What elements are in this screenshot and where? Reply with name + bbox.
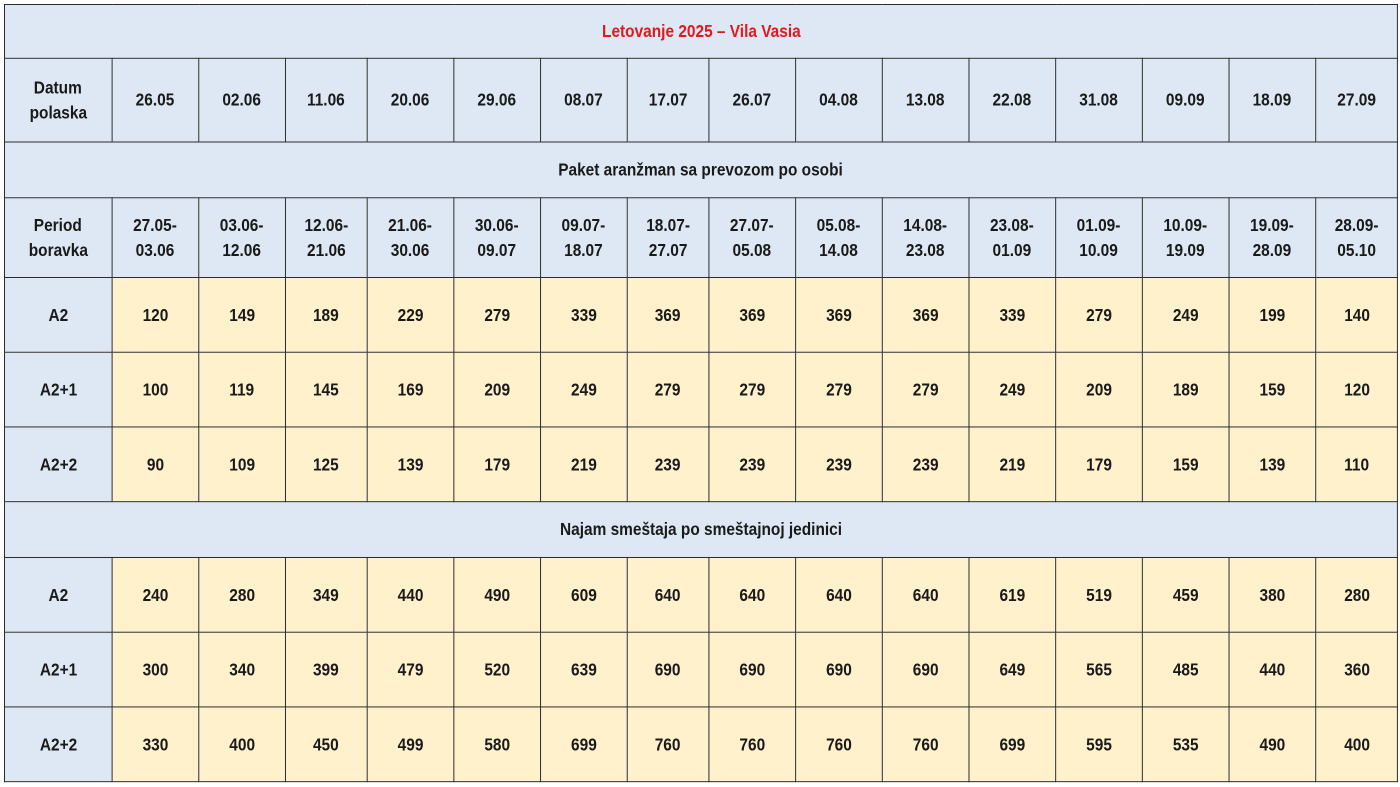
period-from: 14.08- [903, 215, 948, 236]
price-value: 349 [313, 584, 340, 605]
price-value: 690 [739, 659, 766, 680]
departure-label [4, 58, 112, 142]
departure-date-cell [882, 58, 969, 142]
price-cell [796, 632, 883, 707]
price-cell [112, 352, 199, 427]
rental-section-label: Najam smeštaja po smeštajnoj jedinici [559, 519, 843, 540]
price-value: 640 [826, 584, 852, 605]
room-type-text: A2 [48, 584, 69, 605]
table-title-text: Letovanje 2025 – Vila Vasia [601, 21, 801, 42]
period-range-cell [199, 198, 286, 278]
departure-date: 26.05 [136, 90, 175, 110]
price-value: 440 [397, 584, 424, 605]
period-from: 21.06- [388, 215, 433, 236]
price-cell [1056, 557, 1143, 632]
departure-date: 18.09 [1253, 90, 1292, 110]
price-cell [112, 427, 199, 502]
price-value: 690 [912, 659, 939, 680]
departure-date-cell [1229, 58, 1316, 142]
price-value: 609 [571, 584, 597, 605]
price-cell [367, 707, 454, 782]
price-cell [882, 427, 969, 502]
period-range-cell [1229, 198, 1316, 278]
price-value: 279 [739, 379, 766, 400]
price-value: 239 [912, 454, 939, 475]
period-range-cell [882, 198, 969, 278]
price-cell [1056, 707, 1143, 782]
price-value: 169 [397, 379, 424, 400]
price-value: 279 [826, 379, 852, 400]
price-cell [1142, 557, 1229, 632]
price-cell [285, 278, 367, 353]
room-type-text: A2+2 [39, 454, 77, 475]
period-from: 27.05- [133, 215, 178, 236]
price-cell [709, 427, 796, 502]
package-price-row [4, 278, 1397, 353]
price-value: 239 [739, 454, 766, 475]
period-to: 27.07 [648, 239, 688, 260]
price-cell [454, 707, 541, 782]
price-cell [1229, 278, 1316, 353]
room-type-label [4, 278, 112, 353]
price-cell [969, 352, 1056, 427]
price-value: 229 [397, 304, 424, 325]
price-value: 149 [229, 304, 255, 325]
departure-date-cell [709, 58, 796, 142]
period-range-cell [627, 198, 709, 278]
period-from: 03.06- [220, 215, 264, 236]
price-value: 440 [1259, 659, 1286, 680]
departure-row [4, 58, 1397, 142]
price-cell [969, 427, 1056, 502]
period-to: 01.09 [993, 239, 1032, 260]
package-section-row [4, 142, 1397, 198]
departure-date-cell [285, 58, 367, 142]
price-table [4, 4, 1398, 782]
price-cell [627, 427, 709, 502]
price-cell [796, 707, 883, 782]
price-cell [454, 557, 541, 632]
price-cell [454, 278, 541, 353]
price-value: 125 [313, 454, 340, 475]
price-value: 179 [484, 454, 511, 475]
price-value: 699 [571, 734, 597, 755]
price-cell [367, 427, 454, 502]
price-cell [969, 632, 1056, 707]
price-value: 239 [826, 454, 852, 475]
price-value: 450 [313, 734, 340, 755]
price-cell [709, 278, 796, 353]
price-value: 279 [484, 304, 511, 325]
price-cell [285, 557, 367, 632]
price-cell [882, 632, 969, 707]
price-cell [1229, 352, 1316, 427]
price-value: 239 [655, 454, 681, 475]
period-range-cell [969, 198, 1056, 278]
period-to: 18.07 [564, 239, 604, 260]
departure-date-cell [541, 58, 628, 142]
price-cell [1056, 278, 1143, 353]
price-value: 209 [1086, 379, 1112, 400]
period-to: 12.06 [222, 239, 262, 260]
price-cell [285, 352, 367, 427]
price-cell [541, 557, 628, 632]
price-cell [882, 557, 969, 632]
room-type-label [4, 632, 112, 707]
price-value: 240 [142, 584, 169, 605]
departure-date: 29.06 [477, 90, 517, 110]
price-value: 380 [1259, 584, 1286, 605]
departure-date: 02.06 [222, 90, 262, 110]
price-cell [1142, 278, 1229, 353]
price-cell [367, 557, 454, 632]
price-value: 109 [229, 454, 255, 475]
rental-price-row [4, 632, 1397, 707]
price-cell [1142, 632, 1229, 707]
room-type-text: A2 [48, 304, 69, 325]
period-from: 10.09- [1163, 215, 1208, 236]
price-value: 100 [142, 379, 169, 400]
price-value: 640 [739, 584, 766, 605]
room-type-label [4, 427, 112, 502]
period-from: 18.07- [646, 215, 690, 236]
room-type-label [4, 557, 112, 632]
price-value: 340 [229, 659, 255, 680]
price-cell [367, 278, 454, 353]
price-value: 159 [1172, 454, 1199, 475]
price-cell [1142, 352, 1229, 427]
price-cell [112, 557, 199, 632]
price-cell [285, 632, 367, 707]
departure-date: 26.07 [732, 90, 772, 110]
price-value: 189 [1172, 379, 1199, 400]
price-value: 400 [229, 734, 255, 755]
period-range-cell [1056, 198, 1143, 278]
price-cell [367, 632, 454, 707]
price-cell [627, 707, 709, 782]
period-to: 05.08 [732, 239, 772, 260]
price-value: 640 [655, 584, 681, 605]
price-value: 339 [999, 304, 1026, 325]
price-cell [367, 352, 454, 427]
price-value: 199 [1259, 304, 1286, 325]
departure-date: 11.06 [307, 90, 346, 110]
price-value: 219 [571, 454, 597, 475]
price-value: 279 [655, 379, 681, 400]
price-cell [1229, 557, 1316, 632]
package-section-label: Paket aranžman sa prevozom po osobi [558, 159, 844, 180]
price-cell [1316, 278, 1398, 353]
price-cell [882, 278, 969, 353]
period-label-line1: Period [34, 215, 83, 236]
price-value: 140 [1343, 304, 1370, 325]
rental-section-row [4, 502, 1397, 558]
price-value: 649 [999, 659, 1026, 680]
period-range-cell [285, 198, 367, 278]
price-value: 360 [1343, 659, 1370, 680]
period-to: 23.08 [906, 239, 945, 260]
period-to: 10.09 [1079, 239, 1119, 260]
table-title [4, 4, 1397, 58]
price-value: 535 [1172, 734, 1199, 755]
period-from: 12.06- [304, 215, 349, 236]
price-cell [969, 557, 1056, 632]
price-cell [199, 278, 286, 353]
departure-date-cell [1056, 58, 1143, 142]
price-cell [1056, 352, 1143, 427]
price-cell [541, 352, 628, 427]
price-value: 179 [1086, 454, 1112, 475]
price-value: 339 [571, 304, 597, 325]
price-cell [1229, 427, 1316, 502]
period-to: 28.09 [1253, 239, 1292, 260]
price-value: 119 [229, 379, 255, 400]
price-cell [796, 557, 883, 632]
departure-label-line1: Datum [34, 77, 83, 98]
price-cell [709, 707, 796, 782]
price-cell [1316, 557, 1398, 632]
price-value: 760 [655, 734, 681, 755]
period-range-cell [796, 198, 883, 278]
price-cell [1316, 632, 1398, 707]
price-value: 139 [397, 454, 424, 475]
period-range-cell [367, 198, 454, 278]
price-cell [627, 557, 709, 632]
period-to: 14.08 [819, 239, 859, 260]
price-cell [541, 278, 628, 353]
price-value: 640 [912, 584, 939, 605]
price-value: 279 [1086, 304, 1112, 325]
period-from: 30.06- [475, 215, 520, 236]
price-cell [796, 427, 883, 502]
price-value: 760 [739, 734, 766, 755]
price-cell [199, 352, 286, 427]
price-cell [969, 707, 1056, 782]
price-cell [627, 632, 709, 707]
price-cell [541, 632, 628, 707]
price-value: 699 [999, 734, 1026, 755]
price-value: 565 [1086, 659, 1112, 680]
departure-date: 22.08 [993, 90, 1032, 110]
room-type-text: A2+1 [39, 379, 77, 400]
price-value: 519 [1086, 584, 1112, 605]
price-value: 499 [397, 734, 424, 755]
departure-date: 08.07 [564, 90, 604, 110]
price-value: 110 [1344, 454, 1370, 475]
price-value: 369 [655, 304, 681, 325]
price-cell [882, 352, 969, 427]
price-value: 330 [142, 734, 169, 755]
rental-price-row [4, 557, 1397, 632]
price-value: 145 [313, 379, 340, 400]
period-to: 05.10 [1337, 239, 1376, 260]
price-cell [1142, 707, 1229, 782]
price-cell [796, 278, 883, 353]
departure-date-cell [969, 58, 1056, 142]
price-cell [1056, 427, 1143, 502]
price-value: 459 [1172, 584, 1199, 605]
price-value: 399 [313, 659, 340, 680]
rental-price-row [4, 707, 1397, 782]
price-value: 280 [229, 584, 255, 605]
period-to: 30.06 [391, 239, 430, 260]
period-to: 19.09 [1166, 239, 1205, 260]
price-value: 760 [912, 734, 939, 755]
period-from: 09.07- [562, 215, 606, 236]
price-cell [199, 557, 286, 632]
period-label-line2: boravka [28, 239, 88, 260]
departure-date: 17.07 [648, 90, 688, 110]
price-cell [112, 632, 199, 707]
departure-date-cell [1316, 58, 1398, 142]
price-cell [285, 707, 367, 782]
departure-date-cell [1142, 58, 1229, 142]
price-value: 580 [484, 734, 511, 755]
period-range-cell [1316, 198, 1398, 278]
departure-date: 04.08 [819, 90, 859, 110]
period-range-cell [541, 198, 628, 278]
price-cell [199, 632, 286, 707]
departure-date-cell [627, 58, 709, 142]
price-value: 690 [826, 659, 852, 680]
price-value: 400 [1343, 734, 1370, 755]
departure-date: 27.09 [1337, 90, 1376, 110]
room-type-text: A2+2 [39, 734, 77, 755]
departure-date: 31.08 [1079, 90, 1119, 110]
departure-date: 20.06 [391, 90, 430, 110]
price-cell [709, 632, 796, 707]
price-value: 280 [1343, 584, 1370, 605]
price-value: 690 [655, 659, 681, 680]
period-range-cell [1142, 198, 1229, 278]
price-cell [454, 632, 541, 707]
departure-date-cell [796, 58, 883, 142]
departure-date-cell [199, 58, 286, 142]
price-cell [969, 278, 1056, 353]
departure-date: 09.09 [1166, 90, 1205, 110]
price-value: 249 [571, 379, 597, 400]
price-value: 639 [571, 659, 597, 680]
price-value: 479 [397, 659, 424, 680]
price-cell [796, 352, 883, 427]
rental-section-header [4, 502, 1397, 558]
price-cell [541, 427, 628, 502]
price-cell [627, 352, 709, 427]
price-value: 490 [484, 584, 511, 605]
price-value: 619 [999, 584, 1026, 605]
price-value: 369 [826, 304, 852, 325]
price-cell [627, 278, 709, 353]
price-value: 300 [142, 659, 169, 680]
price-value: 490 [1259, 734, 1286, 755]
period-from: 28.09- [1334, 215, 1379, 236]
price-value: 249 [1172, 304, 1199, 325]
period-to: 21.06 [307, 239, 346, 260]
price-cell [1316, 352, 1398, 427]
period-from: 27.07- [730, 215, 775, 236]
price-value: 520 [484, 659, 511, 680]
period-label [4, 198, 112, 278]
period-range-cell [454, 198, 541, 278]
departure-label-line2: polaska [29, 102, 88, 123]
price-value: 139 [1259, 454, 1286, 475]
price-cell [541, 707, 628, 782]
price-cell [1229, 707, 1316, 782]
price-cell [882, 707, 969, 782]
period-from: 19.09- [1250, 215, 1295, 236]
price-value: 189 [313, 304, 340, 325]
period-from: 05.08- [817, 215, 861, 236]
period-range-cell [709, 198, 796, 278]
price-cell [709, 557, 796, 632]
departure-date: 13.08 [906, 90, 945, 110]
price-cell [285, 427, 367, 502]
price-value: 209 [484, 379, 511, 400]
price-cell [1056, 632, 1143, 707]
price-value: 159 [1259, 379, 1286, 400]
price-cell [709, 352, 796, 427]
price-value: 120 [1343, 379, 1370, 400]
price-value: 219 [999, 454, 1026, 475]
price-value: 369 [739, 304, 766, 325]
price-cell [112, 707, 199, 782]
price-cell [1316, 427, 1398, 502]
period-from: 23.08- [990, 215, 1035, 236]
price-cell [199, 707, 286, 782]
price-value: 120 [142, 304, 169, 325]
price-value: 249 [999, 379, 1026, 400]
room-type-label [4, 707, 112, 782]
period-to: 03.06 [136, 239, 175, 260]
room-type-text: A2+1 [39, 659, 77, 680]
price-cell [1229, 632, 1316, 707]
price-cell [112, 278, 199, 353]
price-table-body [4, 4, 1397, 781]
departure-date-cell [367, 58, 454, 142]
room-type-label [4, 352, 112, 427]
price-value: 90 [146, 454, 165, 475]
price-cell [454, 427, 541, 502]
package-price-row [4, 352, 1397, 427]
price-cell [1142, 427, 1229, 502]
period-from: 01.09- [1077, 215, 1121, 236]
package-section-header [4, 142, 1397, 198]
period-row [4, 198, 1397, 278]
period-range-cell [112, 198, 199, 278]
price-value: 279 [912, 379, 939, 400]
price-value: 595 [1086, 734, 1112, 755]
price-cell [1316, 707, 1398, 782]
price-cell [199, 427, 286, 502]
period-to: 09.07 [477, 239, 517, 260]
departure-date-cell [112, 58, 199, 142]
price-cell [454, 352, 541, 427]
title-row [4, 4, 1397, 58]
price-value: 369 [912, 304, 939, 325]
package-price-row [4, 427, 1397, 502]
price-value: 760 [826, 734, 852, 755]
departure-date-cell [454, 58, 541, 142]
price-value: 485 [1172, 659, 1199, 680]
